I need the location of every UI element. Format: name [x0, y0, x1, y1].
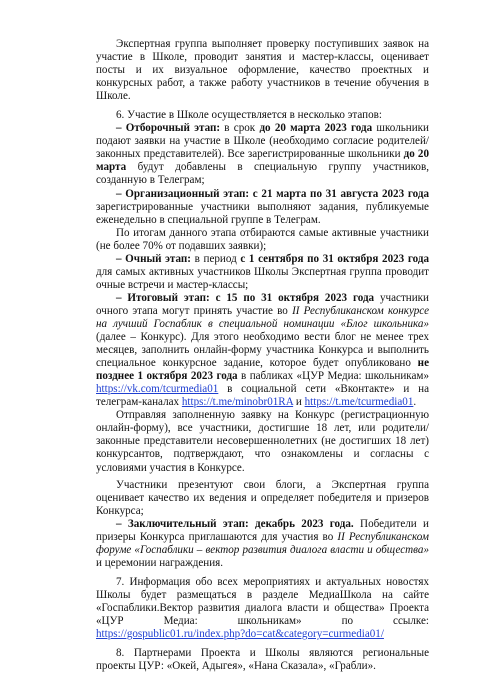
stage-selection: – Отборочный этап: в срок до 20 марта 2023 года школьники подают заявки на участие в Школе (необходимо согласие родителей/законных представителей). Все зарегистрированные школьники до 20 марта будут добавлены в специальную группу участников, созданную в Телеграм;	[96, 122, 430, 187]
stage-selection-deadline: до 20 марта 2023 года	[259, 122, 373, 135]
stage-selection-title: – Отборочный этап:	[116, 122, 221, 135]
item-8: 8. Партнерами Проекта и Школы являются региональные проекты ЦУР: «Окей, Адыгея», «Нана Сказала», «Грабли».	[96, 647, 429, 673]
stage-in-person-title: – Очный этап:	[116, 252, 192, 265]
telegram-tcurmedia-link[interactable]: https://t.me/tcurmedia01	[304, 396, 414, 409]
stage-final-title: – Итоговый этап: с 15 по 31 октября 2023 года	[116, 291, 375, 304]
stage-closing: – Заключительный этап: декабрь 2023 года. Победители и призеры Конкурса приглашаются для участия во II Республиканском форуме «Госпаблики – вектор развития диалога власти и общества» и церемонии награждения.	[96, 517, 429, 569]
stage-selection-deadline-short: до 20 марта	[96, 148, 430, 174]
task-deadline: не позднее 1 октября 2023 года	[96, 357, 429, 383]
stage-final: – Итоговый этап: с 15 по 31 октября 2023 года участники очного этапа могут принять участие во II Республиканском конкурсе на лучший Госпаблик в специальной номинации «Блог школьника» (далее – Конкурс). Для этого необходимо вести блог не менее трех месяцев, заполнить онлайн-форму участника Конкурса и выполнить специальное конкурсное задание, которое будет опубликовано не позднее 1 октября 2023 года в пабликах «ЦУР Медиа: школьникам» https://vk.com/tcurmedia01 в социальной сети «Вконтакте» и на телеграм-каналах https://t.me/minobr01RA и https://t.me/tcurmedia01.	[96, 291, 429, 409]
vk-link[interactable]: https://vk.com/tcurmedia01	[96, 383, 219, 396]
application-consent-paragraph: Отправляя заполненную заявку на Конкурс (регистрационную онлайн-форму), все участники, достигшие 18 лет, или родители/законные представители несовершеннолетних (не достигших 18 лет) конкурсантов, подтверждают, что ознакомлены и согласны с условиями участия в Конкурсе.	[96, 409, 429, 474]
blog-presentation-paragraph: Участники презентуют свои блоги, а Экспертная группа оценивает качество их ведения и определяет победителя и призеров Конкурса;	[96, 478, 429, 517]
stage-in-person-period: с 1 сентября по 31 октября 2023 года	[240, 252, 429, 265]
stage-in-person: – Очный этап: в период с 1 сентября по 31 октября 2023 года для самых активных участников Школы Экспертная группа проводит очные встречи и мастер-классы;	[96, 252, 429, 291]
gospublic-link[interactable]: https://gospublic01.ru/index.php?do=cat&category=curmedia01/	[96, 628, 384, 641]
item-7: 7. Информация обо всех мероприятиях и актуальных новостях Школы будет размещаться в разделе МедиаШкола на сайте «Госпаблики.Вектор развития диалога власти и общества» Проекта «ЦУР Медиа: школьникам» по ссылке: https://gospublic01.ru/index.php?do=cat&category=curmedia01/	[96, 575, 429, 641]
forum-name: II Республиканском форуме «Госпаблики – вектор развития диалога власти и общества»	[96, 530, 429, 556]
stage-organizational: – Организационный этап: с 21 марта по 31 августа 2023 года зарегистрированные участники выполняют задания, публикуемые еженедельно в специальной группе в Телеграм.	[96, 187, 429, 226]
stage-organizational-title: – Организационный этап: с 21 марта по 31 августа 2023 года	[116, 187, 429, 200]
paragraph-expert-group: Экспертная группа выполняет проверку поступивших заявок на участие в Школе, проводит занятия и мастер-классы, оценивает посты и их визуальное оформление, качество проектных и конкурсных работ, а также работу участников в течение обучения в Школе.	[96, 38, 429, 103]
contest-name: II Республиканском конкурсе на лучший Госпаблик в специальной номинации «Блог школьника»	[96, 304, 429, 330]
stage-organizational-result: По итогам данного этапа отбираются самые активные участники (не более 70% от подавших заявки);	[96, 226, 429, 252]
telegram-minobr-link[interactable]: https://t.me/minobr01RA	[181, 396, 294, 409]
item-6-intro: 6. Участие в Школе осуществляется в несколько этапов:	[116, 109, 382, 122]
stage-closing-title: – Заключительный этап: декабрь 2023 года.	[116, 517, 354, 530]
